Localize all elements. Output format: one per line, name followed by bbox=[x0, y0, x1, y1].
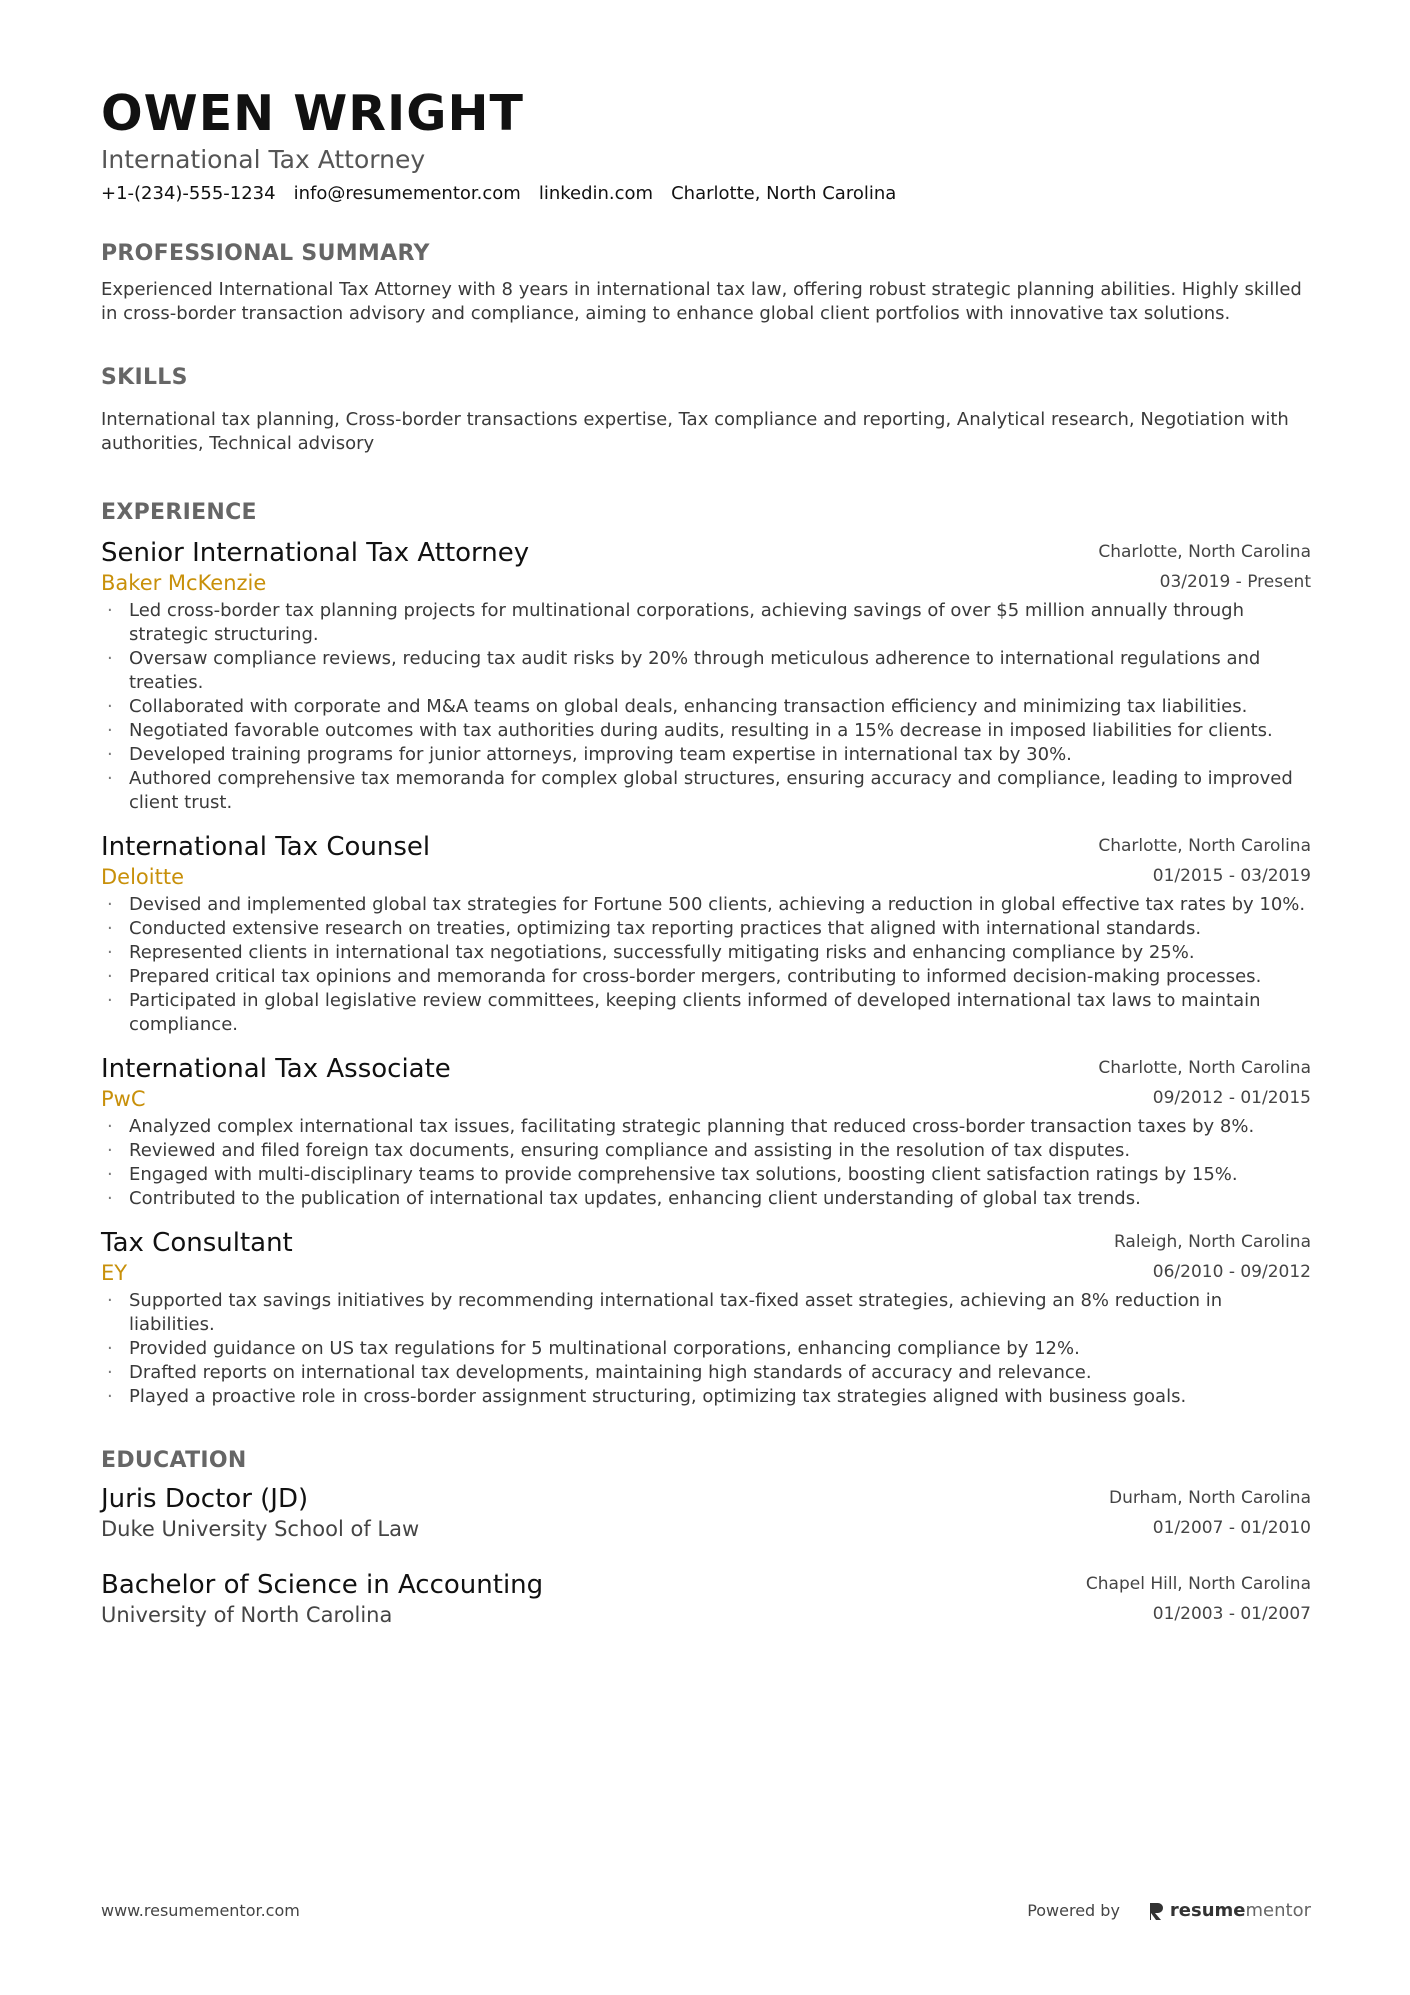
education-school: Duke University School of Law bbox=[101, 1517, 420, 1541]
education-location: Durham, North Carolina bbox=[1108, 1488, 1311, 1508]
job-bullet: · Negotiated favorable outcomes with tax authorities during audits, resulting in a 15% decrease in imposed liabilities for clients. bbox=[101, 719, 1311, 743]
job-bullet: · Prepared critical tax opinions and memoranda for cross-border mergers, contributing to informed decision-making processes. bbox=[101, 965, 1311, 989]
education-section bbox=[101, 1447, 1311, 1629]
job-bullet: · Contributed to the publication of international tax updates, enhancing client understanding of global tax trends. bbox=[101, 1187, 1311, 1211]
resumementor-logo-icon bbox=[1148, 1901, 1164, 1921]
job-company: EY bbox=[101, 1261, 128, 1285]
job-bullet: · Provided guidance on US tax regulations for 5 multinational corporations, enhancing compliance by 12%. bbox=[101, 1337, 1311, 1361]
candidate-title: International Tax Attorney bbox=[101, 145, 426, 174]
job-company: Baker McKenzie bbox=[101, 571, 267, 595]
powered-by bbox=[1027, 1900, 1311, 1921]
experience-section bbox=[101, 499, 1311, 1409]
contact-location: Charlotte, North Carolina bbox=[671, 183, 897, 204]
job-bullets bbox=[101, 1115, 1311, 1211]
job-bullet: · Represented clients in international tax negotiations, successfully mitigating risks and enhancing compliance by 25%. bbox=[101, 941, 1311, 965]
brand-logo[interactable] bbox=[1148, 1900, 1311, 1921]
job-bullet: · Participated in global legislative review committees, keeping clients informed of developed international tax laws to maintain compliance. bbox=[101, 989, 1311, 1037]
skills-text: International tax planning, Cross-border transactions expertise, Tax compliance and reporting, Analytical research, Negotiation with authorities, Technical advisory bbox=[101, 409, 1289, 454]
job-entry bbox=[101, 1227, 1311, 1409]
job-entry bbox=[101, 831, 1311, 1037]
job-bullet: · Engaged with multi-disciplinary teams to provide comprehensive tax solutions, boosting client satisfaction ratings by 15%. bbox=[101, 1163, 1311, 1187]
job-location: Charlotte, North Carolina bbox=[1098, 542, 1311, 562]
job-role: International Tax Associate bbox=[101, 1054, 451, 1084]
job-role: Tax Consultant bbox=[101, 1228, 293, 1258]
job-bullet: · Conducted extensive research on treaties, optimizing tax reporting practices that aligned with international standards. bbox=[101, 917, 1311, 941]
education-school: University of North Carolina bbox=[101, 1603, 393, 1627]
job-dates: 03/2019 - Present bbox=[1159, 572, 1311, 592]
skills-section bbox=[101, 364, 1311, 456]
job-entry bbox=[101, 537, 1311, 815]
job-bullets bbox=[101, 1289, 1311, 1409]
job-company: PwC bbox=[101, 1087, 146, 1111]
job-dates: 06/2010 - 09/2012 bbox=[1152, 1262, 1311, 1282]
page-footer bbox=[101, 1900, 1311, 1921]
job-location: Raleigh, North Carolina bbox=[1113, 1232, 1311, 1252]
candidate-name: OWEN WRIGHT bbox=[101, 85, 524, 142]
job-bullet: · Drafted reports on international tax developments, maintaining high standards of accuracy and relevance. bbox=[101, 1361, 1311, 1385]
education-location: Chapel Hill, North Carolina bbox=[1085, 1574, 1311, 1594]
contact-linkedin[interactable]: linkedin.com bbox=[538, 183, 654, 204]
job-role: Senior International Tax Attorney bbox=[101, 538, 530, 568]
job-company: Deloitte bbox=[101, 865, 184, 889]
job-bullet: · Analyzed complex international tax issues, facilitating strategic planning that reduced cross-border transaction taxes by 8%. bbox=[101, 1115, 1311, 1139]
job-bullet: · Developed training programs for junior attorneys, improving team expertise in international tax by 30%. bbox=[101, 743, 1311, 767]
job-bullet: · Authored comprehensive tax memoranda for complex global structures, ensuring accuracy and compliance, leading to improved client trust. bbox=[101, 767, 1311, 815]
education-dates: 01/2003 - 01/2007 bbox=[1152, 1604, 1311, 1624]
job-bullet: · Collaborated with corporate and M&A teams on global deals, enhancing transaction efficiency and minimizing tax liabilities. bbox=[101, 695, 1311, 719]
summary-text: Experienced International Tax Attorney with 8 years in international tax law, offering robust strategic planning abilities. Highly skilled in cross-border transaction advisory and compliance, aiming to enhance global client portfolios with innovative tax solutions. bbox=[101, 279, 1302, 324]
contact-email[interactable]: info@resumementor.com bbox=[293, 183, 521, 204]
education-dates: 01/2007 - 01/2010 bbox=[1152, 1518, 1311, 1538]
job-bullet: · Oversaw compliance reviews, reducing tax audit risks by 20% through meticulous adherence to international regulations and treaties. bbox=[101, 647, 1311, 695]
job-location: Charlotte, North Carolina bbox=[1098, 1058, 1311, 1078]
job-bullet: · Reviewed and filed foreign tax documents, ensuring compliance and assisting in the resolution of tax disputes. bbox=[101, 1139, 1311, 1163]
job-bullet: · Led cross-border tax planning projects for multinational corporations, achieving savings of over $5 million annually through strategic structuring. bbox=[101, 599, 1311, 647]
job-role: International Tax Counsel bbox=[101, 832, 431, 862]
footer-website-link[interactable]: www.resumementor.com bbox=[101, 1901, 300, 1920]
education-degree: Bachelor of Science in Accounting bbox=[101, 1570, 544, 1600]
brand-name-bold: resume bbox=[1169, 1900, 1246, 1921]
experience-heading: EXPERIENCE bbox=[101, 500, 257, 525]
brand-name-light: mentor bbox=[1245, 1900, 1311, 1921]
job-bullets bbox=[101, 893, 1311, 1037]
job-entry bbox=[101, 1053, 1311, 1211]
job-bullet: · Devised and implemented global tax strategies for Fortune 500 clients, achieving a reduction in global effective tax rates by 10%. bbox=[101, 893, 1311, 917]
contact-phone[interactable]: +1-(234)-555-1234 bbox=[101, 183, 276, 204]
job-bullet: · Supported tax savings initiatives by recommending international tax-fixed asset strategies, achieving an 8% reduction in liabilities. bbox=[101, 1289, 1311, 1337]
education-degree: Juris Doctor (JD) bbox=[101, 1484, 309, 1514]
powered-by-label: Powered by bbox=[1027, 1901, 1120, 1920]
job-location: Charlotte, North Carolina bbox=[1098, 836, 1311, 856]
summary-section bbox=[101, 240, 1311, 326]
summary-heading: PROFESSIONAL SUMMARY bbox=[101, 241, 430, 266]
resume-content bbox=[101, 84, 1311, 1629]
job-bullets bbox=[101, 599, 1311, 815]
job-dates: 01/2015 - 03/2019 bbox=[1152, 866, 1311, 886]
education-heading: EDUCATION bbox=[101, 1448, 247, 1473]
contact-row bbox=[101, 182, 1311, 206]
skills-heading: SKILLS bbox=[101, 365, 188, 390]
job-bullet: · Played a proactive role in cross-border assignment structuring, optimizing tax strategies aligned with business goals. bbox=[101, 1385, 1311, 1409]
job-dates: 09/2012 - 01/2015 bbox=[1152, 1088, 1311, 1108]
education-entry bbox=[101, 1569, 1311, 1629]
education-entry bbox=[101, 1483, 1311, 1543]
resume-header bbox=[101, 84, 1311, 206]
